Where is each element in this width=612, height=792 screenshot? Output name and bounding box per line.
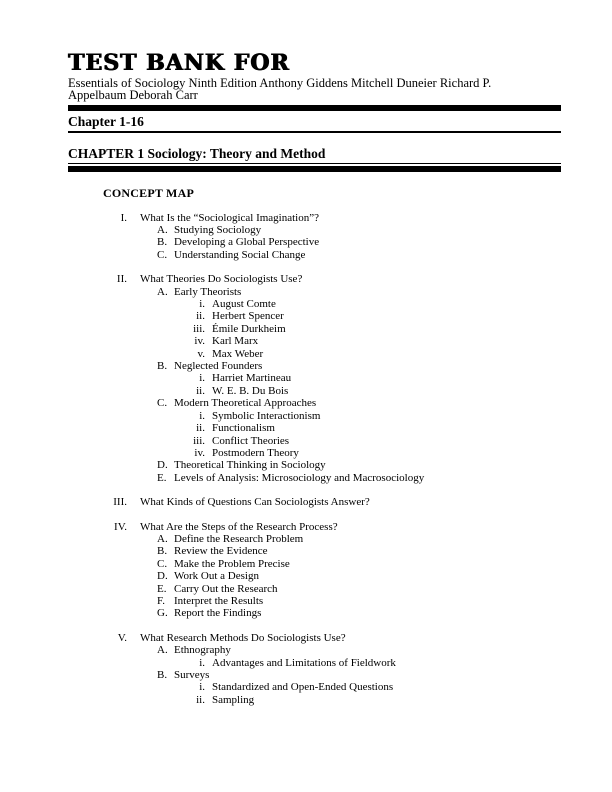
outline-text: What Theories Do Sociologists Use?	[140, 273, 303, 286]
chapter-heading: CHAPTER 1 Sociology: Theory and Method	[68, 146, 561, 164]
outline-marker: i.	[199, 298, 205, 311]
test-bank-logo: TEST BANK FOR	[68, 50, 290, 76]
outline-text: Studying Sociology	[174, 224, 262, 236]
book-title-line-1: Essentials of Sociology Ninth Edition Anthony Giddens Mitchell Duneier Richard P.	[68, 76, 492, 90]
outline-item	[68, 595, 561, 607]
outline-item	[68, 570, 561, 582]
outline-marker: ii.	[196, 384, 205, 397]
outline-marker: D.	[157, 459, 168, 472]
outline-marker: ii.	[196, 693, 205, 706]
outline-marker: A.	[157, 532, 168, 545]
outline-text: Make the Problem Precise	[174, 557, 290, 570]
outline-marker: iii.	[193, 434, 205, 447]
outline-text: Review the Evidence	[174, 545, 268, 558]
outline-marker: iii.	[193, 322, 205, 335]
outline-item	[68, 385, 561, 397]
outline-marker: I.	[120, 211, 127, 224]
outline-item	[68, 298, 561, 310]
outline-item	[68, 422, 561, 434]
outline-marker: F.	[157, 594, 165, 607]
outline-item	[68, 348, 561, 360]
outline-marker: E.	[157, 582, 167, 595]
outline-marker: A.	[157, 285, 168, 298]
outline-text: Postmodern Theory	[212, 446, 299, 459]
outline-marker: D.	[157, 570, 168, 583]
outline-marker: A.	[157, 224, 168, 236]
outline-marker: C.	[157, 397, 168, 410]
outline-item	[68, 472, 561, 484]
outline-text: Ethnography	[174, 644, 231, 657]
outline-item	[68, 669, 561, 681]
outline-item	[68, 558, 561, 570]
outline-text: What Research Methods Do Sociologists Use?	[140, 631, 346, 644]
outline-text: What Kinds of Questions Can Sociologists Answer?	[140, 496, 370, 509]
outline-item	[68, 607, 561, 619]
outline-text: August Comte	[212, 298, 276, 311]
outline-item	[68, 632, 561, 644]
outline-item	[68, 583, 561, 595]
outline-text: Report the Findings	[174, 607, 262, 620]
outline-item	[68, 533, 561, 545]
outline-text: Work Out a Design	[174, 570, 259, 583]
outline-marker: E.	[157, 471, 167, 484]
outline-item	[68, 286, 561, 298]
outline-item	[68, 459, 561, 471]
outline-text: Define the Research Problem	[174, 532, 304, 545]
outline-text: Symbolic Interactionism	[212, 409, 321, 422]
outline-marker: iv.	[194, 446, 205, 459]
outline-item	[68, 657, 561, 669]
book-title	[68, 77, 561, 102]
divider-rule-thin	[68, 131, 561, 133]
outline-text: Advantages and Limitations of Fieldwork	[212, 656, 396, 669]
outline-text: Surveys	[174, 669, 210, 681]
outline-text: Conflict Theories	[212, 434, 290, 447]
outline-text: Functionalism	[212, 422, 275, 435]
outline-marker: C.	[157, 248, 168, 261]
outline-item	[68, 397, 561, 409]
outline-marker: B.	[157, 360, 168, 373]
outline-item	[68, 335, 561, 347]
outline-text: What Is the “Sociological Imagination”?	[140, 211, 319, 224]
outline-text: Developing a Global Perspective	[174, 236, 320, 249]
outline-item	[68, 681, 561, 693]
outline-item	[68, 224, 561, 236]
outline-marker: C.	[157, 557, 168, 570]
outline-marker: iv.	[194, 335, 205, 348]
outline-text: Standardized and Open-Ended Questions	[212, 681, 394, 694]
outline-text: Karl Marx	[212, 335, 259, 348]
outline-marker: i.	[199, 409, 205, 422]
outline-marker: ii.	[196, 422, 205, 435]
outline-item	[68, 273, 561, 285]
outline-item	[68, 212, 561, 224]
outline-text: Carry Out the Research	[174, 582, 278, 595]
outline-marker: III.	[113, 496, 127, 509]
outline-item	[68, 249, 561, 261]
outline-item	[68, 435, 561, 447]
outline-item	[68, 694, 561, 706]
outline-text: Understanding Social Change	[174, 248, 306, 261]
outline-marker: v.	[197, 347, 205, 360]
outline-text: Max Weber	[212, 347, 264, 360]
outline-text: Émile Durkheim	[212, 322, 286, 335]
outline-item	[68, 496, 561, 508]
outline-text: W. E. B. Du Bois	[212, 384, 289, 397]
outline-marker: G.	[157, 607, 168, 620]
outline-text: Harriet Martineau	[212, 372, 292, 385]
outline-item	[68, 372, 561, 384]
outline-item	[68, 360, 561, 372]
concept-map-outline	[68, 212, 561, 707]
book-title-line-2: Appelbaum Deborah Carr	[68, 88, 198, 103]
outline-text: Modern Theoretical Approaches	[174, 397, 317, 410]
outline-item	[68, 236, 561, 248]
outline-marker: B.	[157, 669, 168, 681]
outline-marker: ii.	[196, 310, 205, 323]
outline-item	[68, 521, 561, 533]
outline-marker: B.	[157, 545, 168, 558]
outline-marker: A.	[157, 644, 168, 657]
outline-text: Early Theorists	[174, 285, 242, 298]
outline-item	[68, 644, 561, 656]
outline-marker: IV.	[114, 520, 127, 533]
outline-text: Levels of Analysis: Microsociology and Macrosociology	[174, 471, 425, 484]
concept-map-title: CONCEPT MAP	[103, 185, 194, 200]
outline-text: Interpret the Results	[174, 594, 264, 607]
outline-item	[68, 410, 561, 422]
outline-marker: II.	[116, 273, 127, 286]
outline-text: Neglected Founders	[174, 360, 263, 373]
outline-item	[68, 310, 561, 322]
outline-text: Herbert Spencer	[212, 310, 284, 323]
chapter-range-label: Chapter 1-16	[68, 113, 144, 129]
outline-marker: i.	[199, 656, 205, 669]
outline-text: Theoretical Thinking in Sociology	[174, 459, 326, 472]
outline-item	[68, 447, 561, 459]
outline-text: Sampling	[212, 693, 255, 706]
outline-item	[68, 545, 561, 557]
divider-bar-heading	[68, 166, 561, 172]
outline-text: What Are the Steps of the Research Process?	[140, 520, 338, 533]
outline-marker: V.	[117, 631, 127, 644]
outline-marker: i.	[199, 372, 205, 385]
outline-item	[68, 323, 561, 335]
outline-marker: B.	[157, 236, 168, 249]
outline-marker: i.	[199, 681, 205, 694]
